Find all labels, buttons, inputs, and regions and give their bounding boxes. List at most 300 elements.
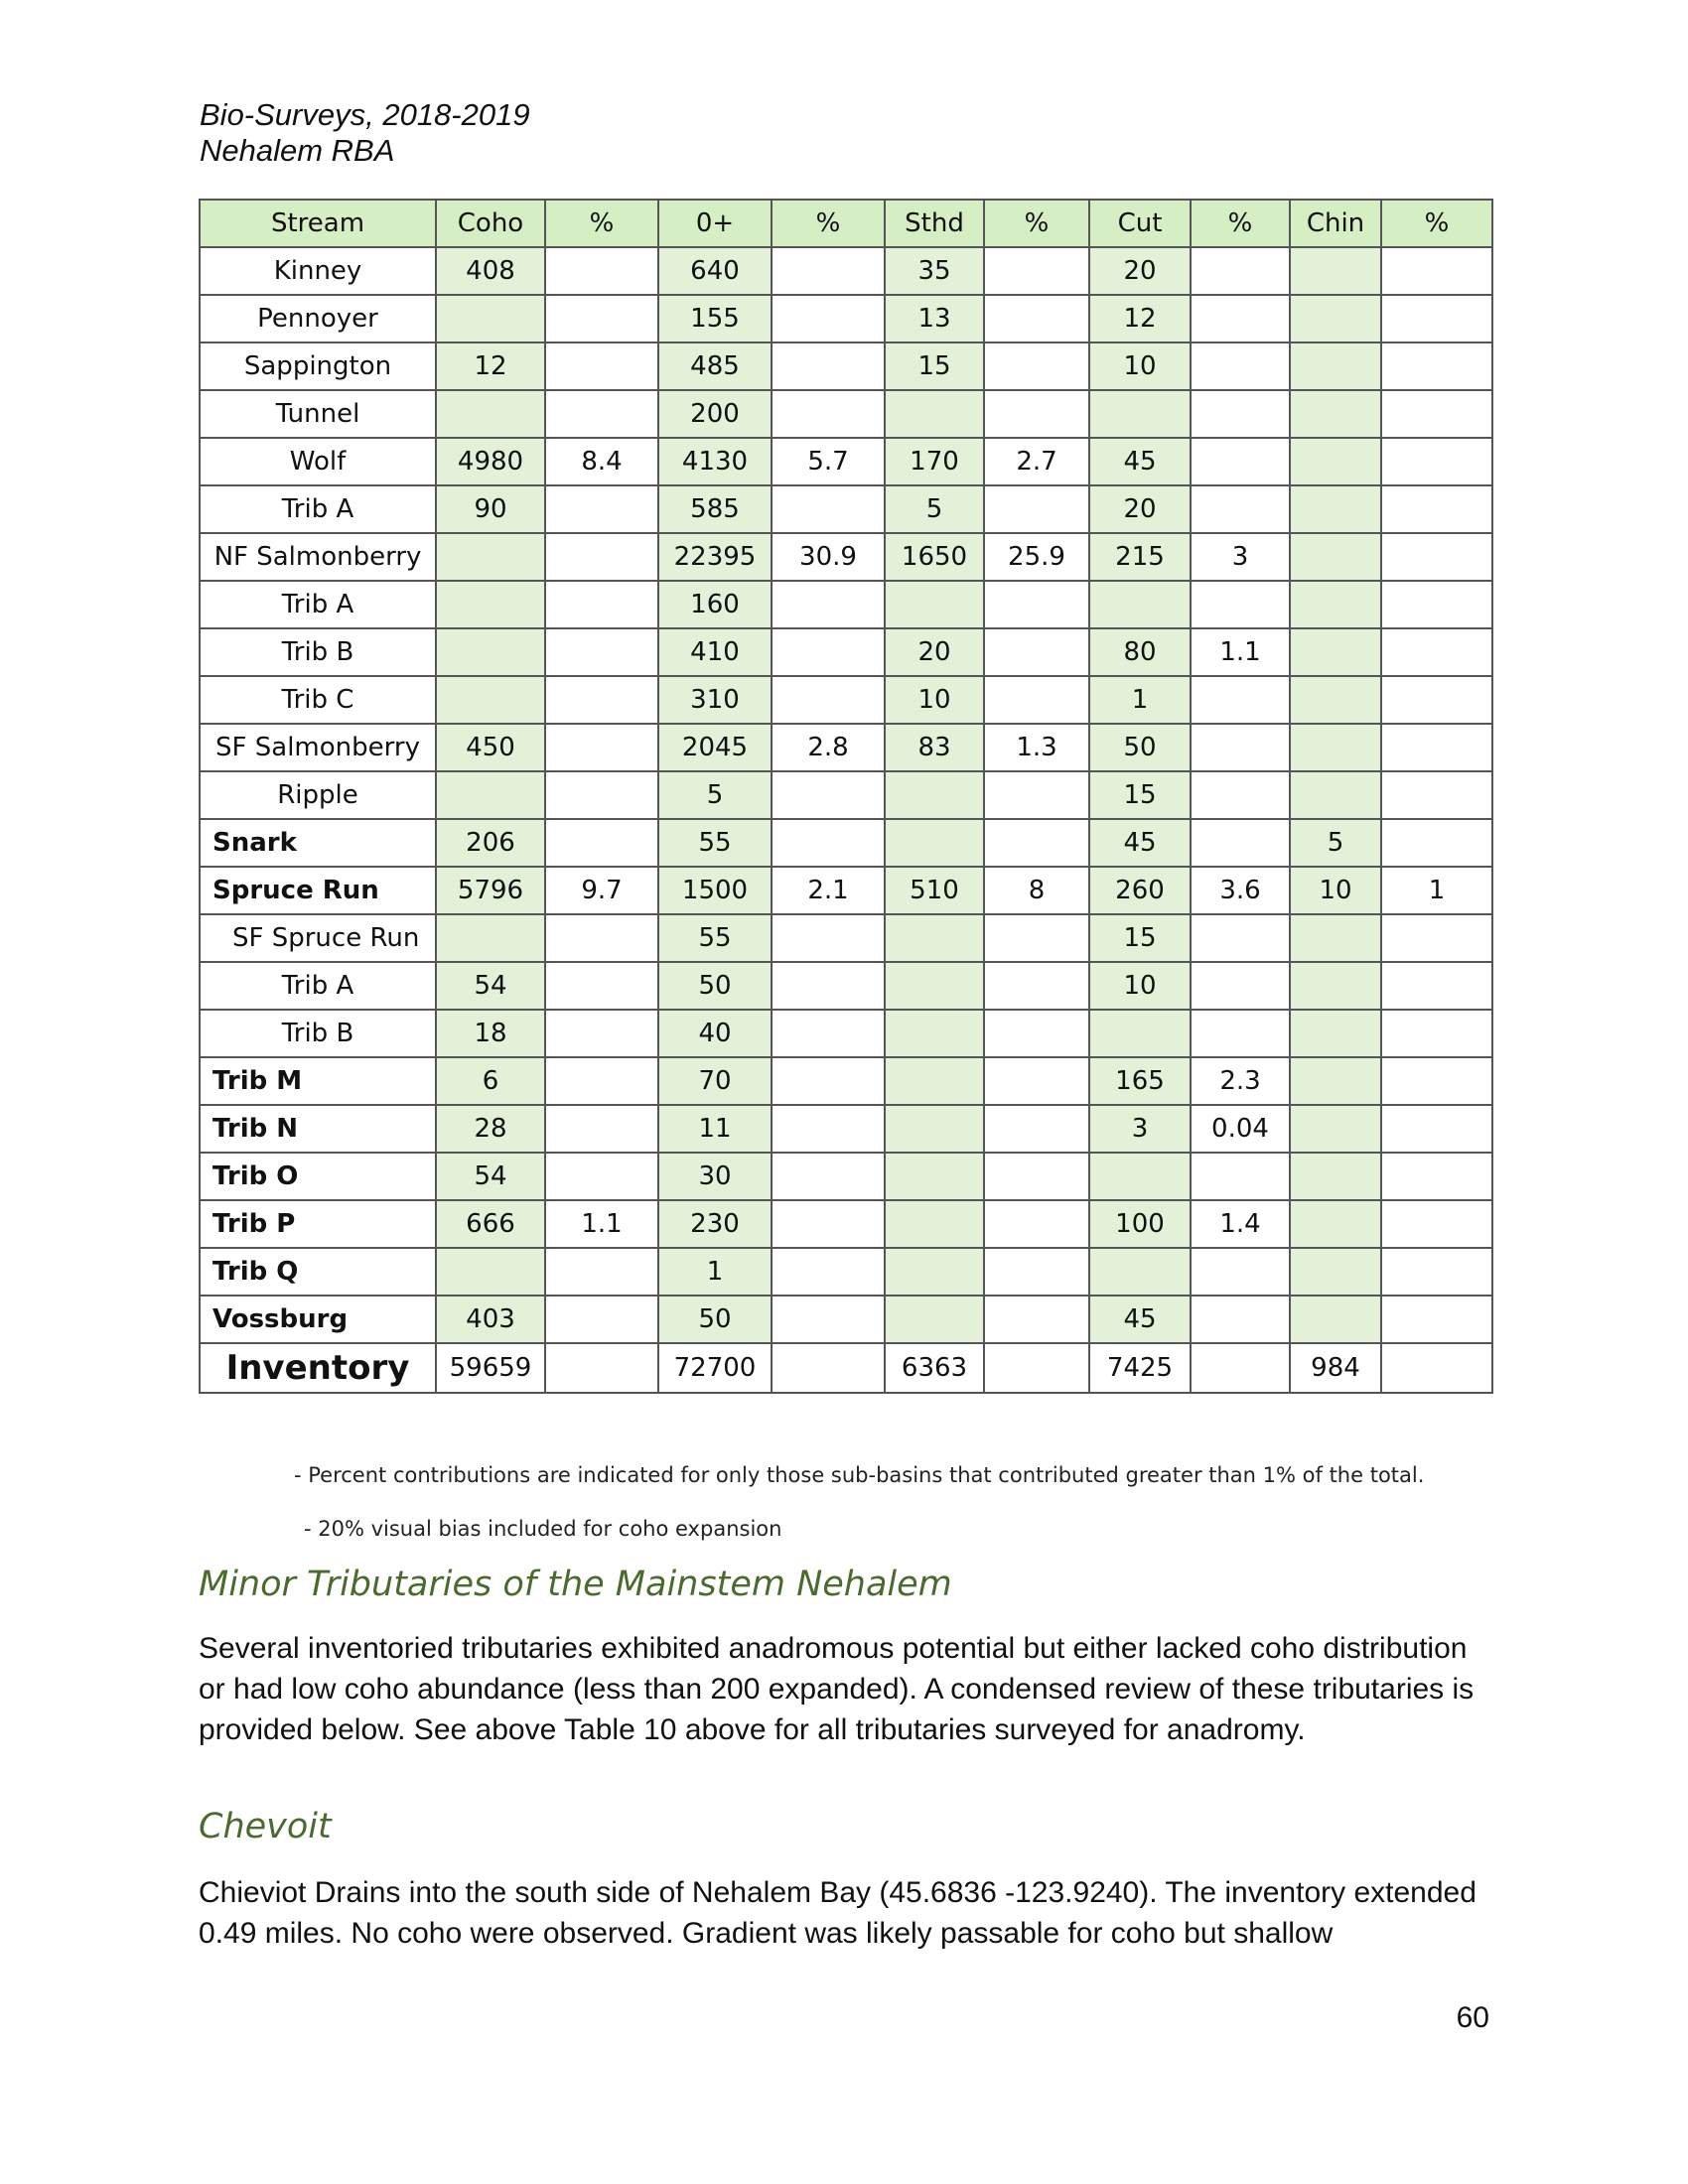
table-cell	[1381, 676, 1492, 724]
table-cell	[1191, 676, 1290, 724]
table-cell: 155	[658, 295, 772, 342]
total-cell	[1381, 1343, 1492, 1393]
table-row	[200, 724, 1492, 771]
table-cell: 408	[436, 247, 545, 295]
table-cell	[1290, 247, 1381, 295]
table-cell: 206	[436, 819, 545, 867]
total-cell: 984	[1290, 1343, 1381, 1393]
table-cell	[545, 390, 658, 438]
table-cell	[1290, 438, 1381, 485]
table-cell: 1.4	[1191, 1200, 1290, 1248]
total-cell: 72700	[658, 1343, 772, 1393]
table-cell: 45	[1089, 1296, 1191, 1343]
table-cell	[772, 485, 885, 533]
table-cell	[1290, 962, 1381, 1010]
table-cell	[1381, 1248, 1492, 1296]
stream-name-cell: Kinney	[200, 247, 436, 295]
table-cell	[1191, 247, 1290, 295]
table-cell: 25.9	[984, 533, 1089, 581]
total-cell	[545, 1343, 658, 1393]
table-row	[200, 1057, 1492, 1105]
table-cell	[1290, 1057, 1381, 1105]
table-cell: 8.4	[545, 438, 658, 485]
table-row	[200, 390, 1492, 438]
table-cell	[1191, 819, 1290, 867]
table-cell: 485	[658, 342, 772, 390]
table-cell: 50	[658, 1296, 772, 1343]
table-cell	[885, 914, 984, 962]
table-row	[200, 247, 1492, 295]
table-cell	[772, 295, 885, 342]
table-cell	[1290, 1010, 1381, 1057]
table-cell	[1191, 771, 1290, 819]
column-header: %	[545, 200, 658, 247]
table-cell	[1191, 342, 1290, 390]
column-header: %	[772, 200, 885, 247]
table-cell	[772, 1105, 885, 1153]
table-cell: 45	[1089, 819, 1191, 867]
table-cell: 100	[1089, 1200, 1191, 1248]
table-cell: 5.7	[772, 438, 885, 485]
table-cell	[545, 247, 658, 295]
stream-name-cell: Trib M	[200, 1057, 436, 1105]
table-cell	[1381, 1200, 1492, 1248]
table-cell	[436, 1248, 545, 1296]
table-cell: 165	[1089, 1057, 1191, 1105]
table-cell	[1191, 1296, 1290, 1343]
table-cell	[984, 1057, 1089, 1105]
table-row	[200, 771, 1492, 819]
table-cell	[436, 676, 545, 724]
table-cell	[545, 914, 658, 962]
table-cell	[545, 1105, 658, 1153]
table-cell	[885, 771, 984, 819]
table-cell: 1	[658, 1248, 772, 1296]
table-cell: 666	[436, 1200, 545, 1248]
table-cell: 585	[658, 485, 772, 533]
table-cell	[1381, 438, 1492, 485]
table-cell	[436, 771, 545, 819]
table-cell: 170	[885, 438, 984, 485]
table-row	[200, 1105, 1492, 1153]
table-cell	[1381, 1296, 1492, 1343]
table-cell	[772, 771, 885, 819]
table-cell	[1381, 1057, 1492, 1105]
table-cell	[1290, 1153, 1381, 1200]
section-body-minor-tributaries: Several inventoried tributaries exhibited anadromous potential but either lacked coho distribution or had low coho abundance (less than 200 expanded). A condensed review of these tributaries is provided below. See above Table 10 above for all tributaries surveyed for anadromy.	[199, 1632, 1475, 1746]
stream-name-cell: Trib B	[200, 1010, 436, 1057]
table-cell: 35	[885, 247, 984, 295]
stream-name-cell: Snark	[200, 819, 436, 867]
table-cell	[1290, 1105, 1381, 1153]
table-cell: 4130	[658, 438, 772, 485]
table-cell: 30	[658, 1153, 772, 1200]
table-cell	[1381, 581, 1492, 628]
table-cell: 10	[1290, 867, 1381, 914]
table-cell: 450	[436, 724, 545, 771]
table-row	[200, 1200, 1492, 1248]
column-header: 0+	[658, 200, 772, 247]
stream-name-cell: Wolf	[200, 438, 436, 485]
table-cell	[1381, 914, 1492, 962]
table-cell	[885, 1010, 984, 1057]
table-cell	[885, 1296, 984, 1343]
table-cell: 15	[1089, 771, 1191, 819]
table-cell: 200	[658, 390, 772, 438]
table-cell	[984, 247, 1089, 295]
table-cell: 2.8	[772, 724, 885, 771]
table-cell: 80	[1089, 628, 1191, 676]
table-cell	[1191, 724, 1290, 771]
section-body-chevoit: Chieviot Drains into the south side of Nehalem Bay (45.6836 -123.9240). The inventory extended 0.49 miles. No coho were observed. Gradient was likely passable for coho but shallow	[199, 1876, 1477, 1950]
table-cell	[1089, 390, 1191, 438]
table-cell: 20	[1089, 247, 1191, 295]
table-cell	[545, 962, 658, 1010]
table-cell	[1381, 962, 1492, 1010]
table-cell	[436, 628, 545, 676]
table-row	[200, 819, 1492, 867]
table-cell: 40	[658, 1010, 772, 1057]
column-header: %	[1191, 200, 1290, 247]
table-cell	[436, 295, 545, 342]
table-cell	[984, 342, 1089, 390]
table-cell	[772, 962, 885, 1010]
table-cell	[1290, 485, 1381, 533]
table-cell	[1381, 771, 1492, 819]
table-cell: 230	[658, 1200, 772, 1248]
stream-name-cell: Ripple	[200, 771, 436, 819]
stream-name-cell: Trib B	[200, 628, 436, 676]
table-cell	[885, 1105, 984, 1153]
table-cell	[1191, 295, 1290, 342]
table-cell	[1381, 1105, 1492, 1153]
table-cell	[1381, 1010, 1492, 1057]
table-cell: 83	[885, 724, 984, 771]
table-cell	[545, 342, 658, 390]
stream-name-cell: SF Salmonberry	[200, 724, 436, 771]
table-cell	[1381, 628, 1492, 676]
total-cell: 59659	[436, 1343, 545, 1393]
table-cell	[1191, 438, 1290, 485]
table-row	[200, 533, 1492, 581]
table-cell	[984, 676, 1089, 724]
table-cell	[984, 962, 1089, 1010]
table-cell: 1	[1381, 867, 1492, 914]
table-cell: 9.7	[545, 867, 658, 914]
table-cell: 15	[885, 342, 984, 390]
table-cell: 2.1	[772, 867, 885, 914]
table-cell	[545, 581, 658, 628]
table-cell	[1290, 914, 1381, 962]
table-cell	[772, 342, 885, 390]
table-cell	[545, 819, 658, 867]
table-cell	[545, 724, 658, 771]
table-row	[200, 581, 1492, 628]
stream-name-cell: Trib A	[200, 581, 436, 628]
table-row	[200, 676, 1492, 724]
table-cell	[984, 628, 1089, 676]
section-heading-chevoit: Chevoit	[199, 1807, 332, 1846]
table-cell: 8	[984, 867, 1089, 914]
table-cell: 2.7	[984, 438, 1089, 485]
table-cell	[545, 1010, 658, 1057]
table-cell	[885, 1153, 984, 1200]
table-cell: 54	[436, 962, 545, 1010]
table-row	[200, 1248, 1492, 1296]
table-cell: 50	[658, 962, 772, 1010]
table-cell	[545, 1296, 658, 1343]
stream-name-cell: Trib N	[200, 1105, 436, 1153]
fish-inventory-table	[199, 199, 1493, 1394]
table-row	[200, 342, 1492, 390]
table-cell	[984, 819, 1089, 867]
table-cell	[1089, 1010, 1191, 1057]
table-cell	[545, 771, 658, 819]
table-cell	[772, 1057, 885, 1105]
table-cell	[885, 962, 984, 1010]
table-cell: 3.6	[1191, 867, 1290, 914]
table-cell	[1191, 1153, 1290, 1200]
table-total-row	[200, 1343, 1492, 1393]
table-cell	[436, 533, 545, 581]
column-header: Stream	[200, 200, 436, 247]
table-cell: 10	[1089, 962, 1191, 1010]
table-cell	[1290, 676, 1381, 724]
table-cell	[1191, 914, 1290, 962]
table-cell: 4980	[436, 438, 545, 485]
stream-name-cell: NF Salmonberry	[200, 533, 436, 581]
stream-name-cell: Sappington	[200, 342, 436, 390]
table-cell	[885, 819, 984, 867]
table-cell: 310	[658, 676, 772, 724]
column-header: Cut	[1089, 200, 1191, 247]
stream-name-cell: Trib A	[200, 485, 436, 533]
table-cell	[772, 247, 885, 295]
table-row	[200, 1010, 1492, 1057]
stream-name-cell: Trib O	[200, 1153, 436, 1200]
table-cell: 1500	[658, 867, 772, 914]
stream-name-cell: Pennoyer	[200, 295, 436, 342]
table-cell	[1290, 390, 1381, 438]
table-cell	[885, 581, 984, 628]
table-cell: 403	[436, 1296, 545, 1343]
table-cell	[1191, 1248, 1290, 1296]
table-cell	[772, 1010, 885, 1057]
table-cell	[1191, 962, 1290, 1010]
stream-name-cell: Trib Q	[200, 1248, 436, 1296]
table-cell: 260	[1089, 867, 1191, 914]
table-cell	[1290, 1296, 1381, 1343]
table-cell: 1.1	[1191, 628, 1290, 676]
table-row	[200, 1296, 1492, 1343]
table-cell: 12	[436, 342, 545, 390]
table-cell: 5	[885, 485, 984, 533]
table-cell: 5	[658, 771, 772, 819]
table-cell	[1381, 247, 1492, 295]
table-cell	[545, 1057, 658, 1105]
table-cell: 12	[1089, 295, 1191, 342]
table-cell	[1290, 533, 1381, 581]
table-cell	[984, 1153, 1089, 1200]
table-cell: 90	[436, 485, 545, 533]
table-cell	[772, 1153, 885, 1200]
total-label-cell: Inventory	[200, 1343, 436, 1393]
table-cell	[772, 819, 885, 867]
table-cell	[1191, 390, 1290, 438]
column-header: Sthd	[885, 200, 984, 247]
total-cell	[772, 1343, 885, 1393]
table-cell	[984, 1248, 1089, 1296]
table-cell	[436, 581, 545, 628]
table-cell	[772, 1248, 885, 1296]
table-cell: 3	[1191, 533, 1290, 581]
table-cell	[984, 581, 1089, 628]
header-subtitle: Nehalem RBA	[200, 133, 395, 168]
table-cell: 2.3	[1191, 1057, 1290, 1105]
table-cell: 55	[658, 819, 772, 867]
table-cell: 160	[658, 581, 772, 628]
table-cell: 5	[1290, 819, 1381, 867]
table-cell: 54	[436, 1153, 545, 1200]
total-cell	[1191, 1343, 1290, 1393]
table-cell: 3	[1089, 1105, 1191, 1153]
table-cell: 410	[658, 628, 772, 676]
table-cell: 2045	[658, 724, 772, 771]
table-cell	[772, 628, 885, 676]
table-cell	[545, 676, 658, 724]
table-header-row	[200, 200, 1492, 247]
stream-name-cell: Trib P	[200, 1200, 436, 1248]
table-cell: 28	[436, 1105, 545, 1153]
table-row	[200, 438, 1492, 485]
table-cell	[545, 295, 658, 342]
table-cell	[984, 1105, 1089, 1153]
section-heading-minor-tributaries: Minor Tributaries of the Mainstem Nehalem	[199, 1565, 952, 1604]
table-cell	[1089, 1248, 1191, 1296]
table-cell	[1381, 724, 1492, 771]
table-cell	[1381, 1153, 1492, 1200]
table-cell	[885, 1200, 984, 1248]
table-cell: 10	[1089, 342, 1191, 390]
table-cell	[1381, 295, 1492, 342]
table-cell	[984, 390, 1089, 438]
table-row	[200, 485, 1492, 533]
table-row	[200, 628, 1492, 676]
table-cell	[545, 485, 658, 533]
table-cell	[1290, 342, 1381, 390]
table-cell	[436, 390, 545, 438]
table-row	[200, 1153, 1492, 1200]
table-cell: 50	[1089, 724, 1191, 771]
table-note-percent: - Percent contributions are indicated for only those sub-basins that contributed greater than 1% of the total.	[294, 1463, 1425, 1487]
stream-name-cell: Trib A	[200, 962, 436, 1010]
page-number: 60	[1456, 2001, 1489, 2034]
table-cell: 13	[885, 295, 984, 342]
table-cell	[984, 1200, 1089, 1248]
table-cell	[885, 1057, 984, 1105]
table-cell	[1381, 390, 1492, 438]
table-cell	[885, 1248, 984, 1296]
table-cell	[545, 1248, 658, 1296]
table-cell	[984, 295, 1089, 342]
table-cell: 18	[436, 1010, 545, 1057]
table-cell	[1381, 819, 1492, 867]
table-cell	[772, 390, 885, 438]
table-cell: 1.1	[545, 1200, 658, 1248]
table-cell: 20	[885, 628, 984, 676]
table-row	[200, 962, 1492, 1010]
table-cell	[545, 628, 658, 676]
table-cell: 70	[658, 1057, 772, 1105]
table-cell	[1089, 1153, 1191, 1200]
table-cell	[1290, 628, 1381, 676]
header-title: Bio-Surveys, 2018-2019	[200, 97, 530, 132]
table-cell	[984, 485, 1089, 533]
table-cell: 15	[1089, 914, 1191, 962]
table-cell	[1191, 485, 1290, 533]
table-cell	[1290, 1248, 1381, 1296]
table-row	[200, 295, 1492, 342]
table-cell: 0.04	[1191, 1105, 1290, 1153]
table-body	[200, 247, 1492, 1393]
table-cell	[1191, 1010, 1290, 1057]
table-cell: 45	[1089, 438, 1191, 485]
table-cell: 1.3	[984, 724, 1089, 771]
table-cell: 55	[658, 914, 772, 962]
table-cell	[1290, 724, 1381, 771]
total-cell: 6363	[885, 1343, 984, 1393]
table-cell	[885, 390, 984, 438]
table-cell: 640	[658, 247, 772, 295]
table-cell	[1290, 1200, 1381, 1248]
table-cell: 5796	[436, 867, 545, 914]
stream-name-cell: Tunnel	[200, 390, 436, 438]
table-cell	[984, 771, 1089, 819]
table-cell	[984, 914, 1089, 962]
table-cell: 30.9	[772, 533, 885, 581]
stream-name-cell: SF Spruce Run	[200, 914, 436, 962]
column-header: Chin	[1290, 200, 1381, 247]
column-header: Coho	[436, 200, 545, 247]
table-cell	[545, 1153, 658, 1200]
table-cell: 6	[436, 1057, 545, 1105]
table-cell	[1089, 581, 1191, 628]
total-cell	[984, 1343, 1089, 1393]
table-cell	[436, 914, 545, 962]
table-cell	[1381, 533, 1492, 581]
running-header	[200, 97, 530, 169]
table-cell: 22395	[658, 533, 772, 581]
stream-name-cell: Spruce Run	[200, 867, 436, 914]
table-cell: 1650	[885, 533, 984, 581]
table-cell	[772, 676, 885, 724]
table-cell	[1381, 342, 1492, 390]
stream-name-cell: Vossburg	[200, 1296, 436, 1343]
table-cell	[1290, 295, 1381, 342]
table-cell	[545, 533, 658, 581]
stream-name-cell: Trib C	[200, 676, 436, 724]
table-cell	[772, 914, 885, 962]
table-cell: 20	[1089, 485, 1191, 533]
table-cell	[1290, 771, 1381, 819]
table-cell	[984, 1010, 1089, 1057]
total-cell: 7425	[1089, 1343, 1191, 1393]
table-note-bias: - 20% visual bias included for coho expansion	[304, 1517, 782, 1541]
table-cell: 1	[1089, 676, 1191, 724]
table-cell: 11	[658, 1105, 772, 1153]
table-cell	[1381, 485, 1492, 533]
table-row	[200, 914, 1492, 962]
